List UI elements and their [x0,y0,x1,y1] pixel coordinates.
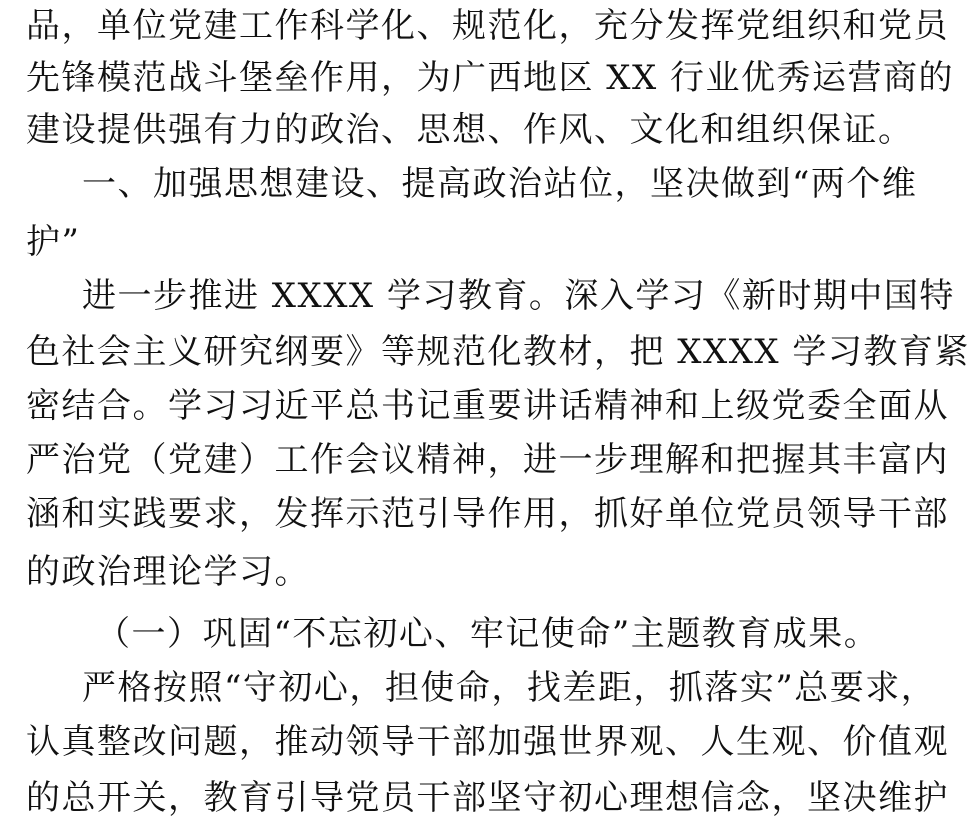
text-line: 先锋模范战斗堡垒作用，为广西地区 XX 行业优秀运营商的 [26,58,955,98]
text-line: 严治党（党建）工作会议精神，进一步理解和把握其丰富内 [26,440,949,480]
text-line: 品，单位党建工作科学化、规范化，充分发挥党组织和党员 [26,6,949,46]
text-line: 的政治理论学习。 [26,552,310,592]
text-line: 严格按照“守初心，担使命，找差距，抓落实”总要求， [82,668,937,708]
text-line: 建设提供强有力的政治、思想、作风、文化和组织保证。 [26,110,914,150]
text-line: 密结合。学习习近平总书记重要讲话精神和上级党委全面从 [26,386,949,426]
text-line: 涵和实践要求，发挥示范引导作用，抓好单位党员领导干部 [26,494,949,534]
text-line: 色社会主义研究纲要》等规范化教材，把 XXXX 学习教育紧 [26,332,970,372]
text-line: 认真整改问题，推动领导干部加强世界观、人生观、价值观 [26,722,949,762]
subsection-heading: （一）巩固“不忘初心、牢记使命”主题教育成果。 [96,614,880,654]
section-heading: 一、加强思想建设、提高政治站位，坚决做到“两个维 [82,164,918,204]
text-line: 的总开关，教育引导党员干部坚守初心理想信念，坚决维护 [26,778,949,818]
section-heading-continuation: 护” [26,222,81,262]
text-line: 进一步推进 XXXX 学习教育。深入学习《新时期中国特 [82,276,955,316]
